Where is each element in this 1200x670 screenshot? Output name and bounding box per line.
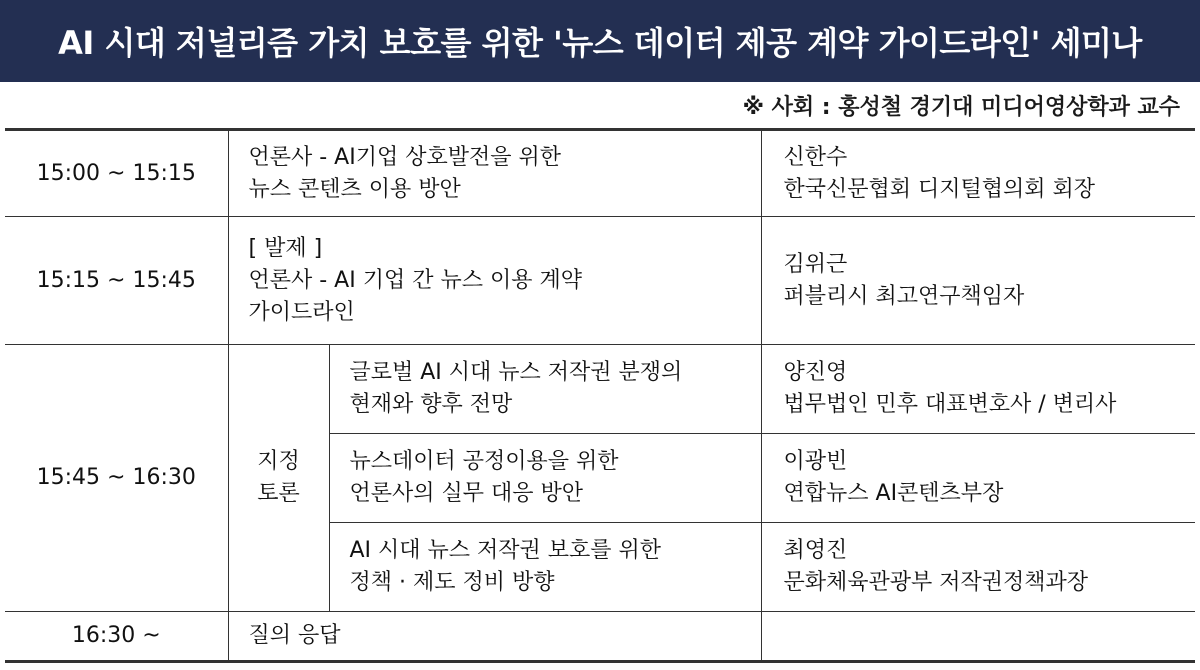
speaker-cell bbox=[761, 434, 1195, 523]
schedule-table bbox=[5, 128, 1195, 663]
time-cell: 15:15 ~ 15:45 bbox=[5, 217, 228, 345]
topic-line: 뉴스데이터 공정이용을 위한 bbox=[349, 449, 619, 474]
table-row bbox=[5, 612, 1195, 662]
topic-cell bbox=[228, 217, 761, 345]
topic-cell bbox=[329, 345, 761, 434]
table-row bbox=[5, 217, 1195, 345]
speaker-cell bbox=[761, 345, 1195, 434]
topic-line: AI 시대 뉴스 저작권 보호를 위한 bbox=[349, 538, 662, 563]
speaker-name: 이광빈 bbox=[783, 449, 848, 474]
time-cell: 16:30 ~ bbox=[5, 612, 228, 662]
topic-line: [ 발제 ] bbox=[248, 235, 323, 261]
table-row bbox=[5, 345, 1195, 434]
speaker-affiliation: 문화체육관광부 저작권정책과장 bbox=[783, 570, 1089, 595]
table-row bbox=[5, 130, 1195, 217]
speaker-affiliation: 퍼블리시 최고연구책임자 bbox=[783, 283, 1025, 309]
speaker-affiliation: 법무법인 민후 대표변호사 / 변리사 bbox=[783, 392, 1117, 417]
time-cell: 15:45 ~ 16:30 bbox=[5, 345, 228, 612]
topic-line: 언론사 - AI기업 상호발전을 위한 bbox=[248, 144, 561, 170]
speaker-cell bbox=[761, 130, 1195, 217]
speaker-cell bbox=[761, 612, 1195, 662]
speaker-affiliation: 한국신문협회 디지털협의회 회장 bbox=[783, 176, 1096, 202]
speaker-cell bbox=[761, 217, 1195, 345]
topic-line: 글로벌 AI 시대 뉴스 저작권 분쟁의 bbox=[349, 360, 683, 385]
page-title: AI 시대 저널리즘 가치 보호를 위한 '뉴스 데이터 제공 계약 가이드라인' 세미나 bbox=[0, 0, 1200, 82]
topic-cell bbox=[329, 434, 761, 523]
panel-label-line: 토론 bbox=[257, 481, 300, 506]
topic-line: 언론사 - AI 기업 간 뉴스 이용 계약 bbox=[248, 267, 582, 293]
speaker-name: 최영진 bbox=[783, 538, 848, 563]
speaker-name: 김위근 bbox=[783, 251, 848, 277]
speaker-cell bbox=[761, 523, 1195, 612]
panel-label-cell bbox=[228, 345, 329, 612]
topic-line: 뉴스 콘텐츠 이용 방안 bbox=[248, 176, 461, 202]
panel-label-line: 지정 bbox=[257, 449, 300, 474]
speaker-name: 양진영 bbox=[783, 360, 848, 385]
topic-line: 정책 · 제도 정비 방향 bbox=[349, 570, 555, 595]
topic-line: 현재와 향후 전망 bbox=[349, 392, 513, 417]
topic-line: 질의 응답 bbox=[248, 623, 341, 648]
topic-cell bbox=[329, 523, 761, 612]
time-cell: 15:00 ~ 15:15 bbox=[5, 130, 228, 217]
topic-cell bbox=[228, 612, 761, 662]
topic-cell bbox=[228, 130, 761, 217]
speaker-affiliation: 연합뉴스 AI콘텐츠부장 bbox=[783, 481, 1004, 506]
moderator-note: ※ 사회 : 홍성철 경기대 미디어영상학과 교수 bbox=[742, 95, 1180, 120]
topic-line: 가이드라인 bbox=[248, 299, 355, 325]
speaker-name: 신한수 bbox=[783, 144, 848, 170]
topic-line: 언론사의 실무 대응 방안 bbox=[349, 481, 584, 506]
